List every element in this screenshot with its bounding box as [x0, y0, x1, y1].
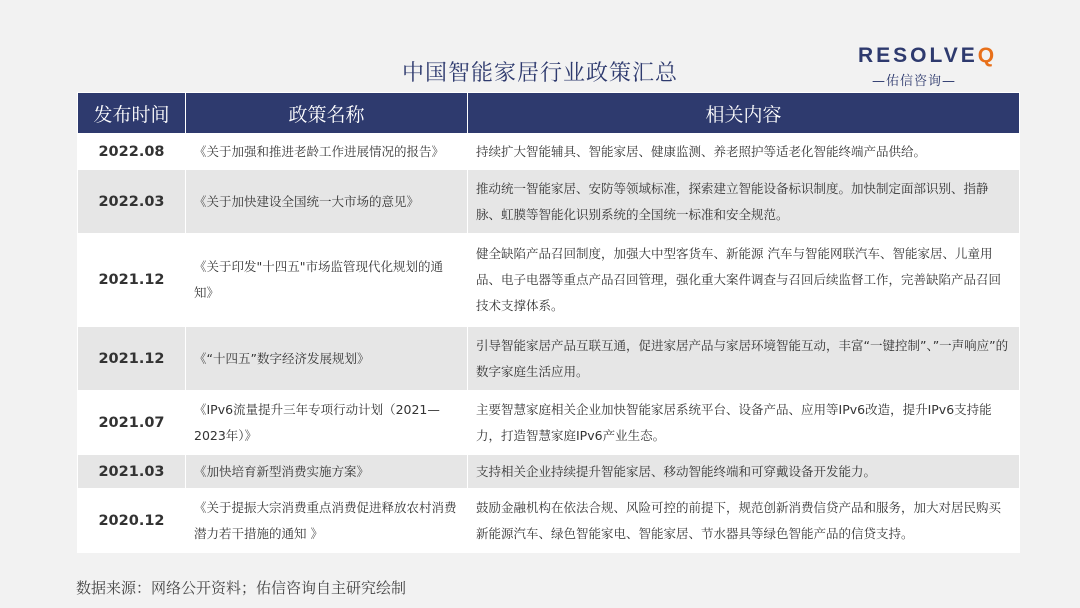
table-row [78, 170, 1020, 234]
logo-subtitle: —佑信咨询— [872, 74, 957, 89]
row-policy-name: 《关于加强和推进老龄工作进展情况的报告》 [186, 134, 468, 170]
logo-wordmark-main: RESOLVE [858, 44, 978, 67]
logo-wordmark-accent: Q [977, 44, 998, 67]
row-date: 2021.03 [78, 455, 186, 489]
row-content: 健全缺陷产品召回制度，加强大中型客货车、新能源 汽车与智能网联汽车、智能家居、儿童用品、电子电器等重点产品召回管理，强化重大案件调查与召回后续监督工作，完善缺陷产品召回技术支撑体系。 [468, 234, 1020, 327]
row-date: 2022.08 [78, 134, 186, 170]
source-footnote: 数据来源：网络公开资料；佑信咨询自主研究绘制 [76, 579, 407, 597]
company-logo [858, 44, 1008, 89]
row-date: 2021.07 [78, 391, 186, 455]
row-content: 持续扩大智能辅具、智能家居、健康监测、养老照护等适老化智能终端产品供给。 [468, 134, 1020, 170]
row-content: 支持相关企业持续提升智能家居、移动智能终端和可穿戴设备开发能力。 [468, 455, 1020, 489]
row-date: 2021.12 [78, 327, 186, 391]
row-policy-name: 《“十四五”数字经济发展规划》 [186, 327, 468, 391]
table-row [78, 489, 1020, 553]
table-row [78, 134, 1020, 170]
table-header-row [78, 93, 1020, 134]
header-date: 发布时间 [78, 93, 186, 134]
row-policy-name: 《关于印发"十四五"市场监管现代化规划的通知》 [186, 234, 468, 327]
row-policy-name: 《关于加快建设全国统一大市场的意见》 [186, 170, 468, 234]
row-content: 引导智能家居产品互联互通，促进家居产品与家居环境智能互动，丰富“一键控制”、”一声响应”的数字家庭生活应用。 [468, 327, 1020, 391]
table-row [78, 327, 1020, 391]
table-row [78, 455, 1020, 489]
row-policy-name: 《IPv6流量提升三年专项行动计划（2021—2023年）》 [186, 391, 468, 455]
row-date: 2020.12 [78, 489, 186, 553]
row-policy-name: 《加快培育新型消费实施方案》 [186, 455, 468, 489]
table-row [78, 234, 1020, 327]
header-content: 相关内容 [468, 93, 1020, 134]
page-title: 中国智能家居行业政策汇总 [401, 61, 678, 86]
policy-table [77, 92, 1020, 553]
logo-wordmark [858, 44, 1008, 68]
header-policy-name: 政策名称 [186, 93, 468, 134]
row-content: 主要智慧家庭相关企业加快智能家居系统平台、设备产品、应用等IPv6改造，提升IPv6支持能力，打造智慧家庭IPv6产业生态。 [468, 391, 1020, 455]
row-policy-name: 《关于提振大宗消费重点消费促进释放农村消费潜力若干措施的通知 》 [186, 489, 468, 553]
row-content: 推动统一智能家居、安防等领域标准，探索建立智能设备标识制度。加快制定面部识别、指静脉、虹膜等智能化识别系统的全国统一标准和安全规范。 [468, 170, 1020, 234]
table-row [78, 391, 1020, 455]
row-content: 鼓励金融机构在依法合规、风险可控的前提下，规范创新消费信贷产品和服务，加大对居民购买新能源汽车、绿色智能家电、智能家居、节水器具等绿色智能产品的信贷支持。 [468, 489, 1020, 553]
row-date: 2021.12 [78, 234, 186, 327]
row-date: 2022.03 [78, 170, 186, 234]
